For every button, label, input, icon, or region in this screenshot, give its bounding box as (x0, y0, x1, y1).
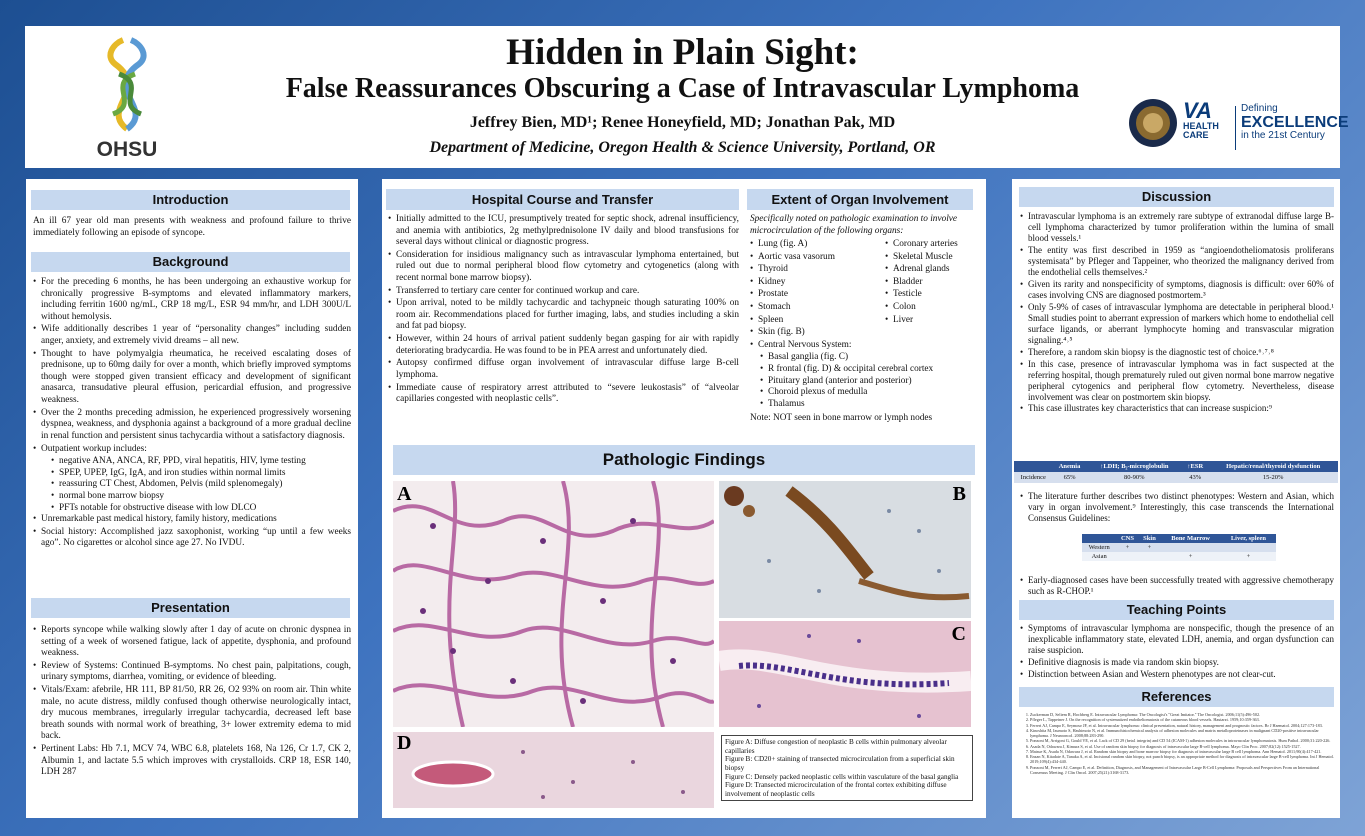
list-item: • Distinction between Asian and Western phenotypes are not clear-cut. (1020, 669, 1334, 680)
figure-b-image (719, 481, 971, 618)
va-tagline: Defining EXCELLENCE in the 21st Century (1241, 103, 1349, 142)
presentation-heading: Presentation (31, 598, 350, 618)
list-item: • Initially admitted to the ICU, presumptively treated for septic shock, adrenal insufficiency, and anemia with antibiotics, 2g methylprednisolone IV daily and blood transfusions for several days without clinical or diagnostic progress. (388, 214, 739, 249)
presentation-body (33, 625, 351, 780)
left-column (26, 179, 358, 818)
reference-item: 4. Kinoshita M, Izumoto S, Hashimoto N, et al. Immunohistochemical analysis of adhesion molecules and matrix metalloproteinases in malignant CD20-positive intravascular lymphoma. J Neurooncol. 2008;88:283-290. (1030, 728, 1334, 739)
list-item: • negative ANA, ANCA, RF, PPD, viral hepatitis, HIV, lyme testing (51, 456, 351, 468)
poster-subtitle: False Reassurances Obscuring a Case of Intravascular Lymphoma (285, 73, 1080, 104)
suspicion-table: Anemia ↑LDH; B₂-microglobulin ↑ESR Hepatic/renal/thyroid dysfunction Incidence 65% 80-90% 43% 15-20% (1014, 461, 1338, 483)
va-logo: VA HEALTH CARE (1183, 98, 1219, 140)
list-item: • Stomach (750, 302, 890, 314)
list-item: • R frontal (fig. D) & occipital cerebral cortex (760, 364, 980, 376)
list-item: • Upon arrival, noted to be mildly tachycardic and tachypneic though saturating 100% on room air. Recommendations placed for further imaging, labs, and studies including a skin and fat pad biopsy. (388, 298, 739, 333)
list-item: • Choroid plexus of medulla (760, 387, 980, 399)
teaching-heading: Teaching Points (1019, 600, 1334, 620)
organ-col2 (885, 239, 980, 327)
list-item: • In this case, presence of intravascular lymphoma was in fact suspected at the referring hospital, though prematurely ruled out given normal bone marrow negative peripheral cytogenics and peripheral flow cytometry. Nevertheless, disease involvement was clear on postmortem skin biopsy. (1020, 359, 1334, 403)
list-item: • Over the 2 months preceding admission, he experienced progressively worsening dyspnea, weakness, and dysphonia against a background of a more gradual decline in renal function and persistent sinus tachycardia without a satisfactory diagnosis. (33, 408, 351, 443)
list-item: • Symptoms of intravascular lymphoma are nonspecific, though the presence of an inexplicable inflammatory state, elevated LDH, anemia, and organ dysfunction can raise suspicion. (1020, 623, 1334, 656)
figure-b-label: B (952, 483, 966, 505)
discussion-body-3 (1020, 575, 1334, 598)
list-item: • SPEP, UPEP, IgG, IgA, and iron studies within normal limits (51, 468, 351, 480)
organ-intro: Specifically noted on pathologic examination to involve microcirculation of the following organs: (750, 214, 958, 236)
middle-column (382, 179, 986, 818)
list-item: • Thyroid (750, 264, 890, 276)
introduction-text: An ill 67 year old man presents with weakness and profound failure to thrive immediately following an episode of syncope. (33, 216, 351, 238)
caption-d: Figure D: Transected microcirculation of the frontal cortex exhibiting diffuse involvement of neoplastic cells (725, 781, 947, 798)
list-item: • Skeletal Muscle (885, 252, 980, 264)
caption-a: Figure A: Diffuse congestion of neoplastic B cells within pulmonary alveolar capillaries (725, 738, 947, 755)
hospital-course-heading: Hospital Course and Transfer (386, 189, 739, 210)
list-item: • Review of Systems: Continued B-symptoms. No chest pain, palpitations, cough, urinary symptoms, diarrhea, vomiting, or evidence of bleeding. (33, 661, 351, 684)
phenotype-table: CNS Skin Bone Marrow Liver, spleen Western + + Asian + + (1082, 534, 1276, 561)
list-item: • Testicle (885, 289, 980, 301)
reference-item: 8. Enzan N, Kitadate A, Tanaka A, et al. Incisional random skin biopsy, not punch biopsy, is an appropriate method for diagnosis of intravascular large B-cell lymphoma. Int J Hematol. 2019;109(4):434-440. (1030, 754, 1334, 765)
list-item: • Outpatient workup includes: (33, 444, 351, 456)
list-item: • Only 5-9% of cases of intravascular lymphoma are detectable in peripheral blood.¹ Small studies point to aberrant expression of markers which home to endothelial cell surface ligands, or aberrant lymphocyte homing and transvascular migration signaling.⁴˒⁵ (1020, 302, 1334, 346)
list-item: • Transferred to tertiary care center for continued workup and care. (388, 286, 739, 298)
figure-c-label: C (951, 623, 966, 645)
reference-item: 5. Ponzoni M, Arrigoni G, Gould VE, et al. Lack of CD 29 (beta1 integrin) and CD 54 (ICAM-1) adhesion molecules in intravascular lymphomatosis. Hum Pathol. 2000;31:220-226. (1030, 738, 1334, 743)
list-item: • reassuring CT Chest, Abdomen, Pelvis (mild splenomegaly) (51, 479, 351, 491)
list-item: • Definitive diagnosis is made via random skin biopsy. (1020, 657, 1334, 668)
list-item: • PFTs notable for obstructive disease with low DLCO (51, 503, 351, 515)
organ-note: Note: NOT seen in bone marrow or lymph nodes (750, 412, 933, 423)
organ-heading: Extent of Organ Involvement (747, 189, 973, 210)
figure-c-image (719, 621, 971, 727)
list-item: • Colon (885, 302, 980, 314)
list-item: • Liver (885, 315, 980, 327)
discussion-body (1020, 211, 1334, 415)
background-list-2 (33, 514, 351, 550)
list-item: • normal bone marrow biopsy (51, 491, 351, 503)
list-item: • Consideration for insidious malignancy such as intravascular lymphoma entertained, but ruled out due to normal peripheral blood flow cytometry and cytogenetics (along with recent normal bone marrow biopsy). (388, 250, 739, 285)
list-item: • Pertinent Labs: Hb 7.1, MCV 74, WBC 6.8, platelets 168, Na 126, Cr 1.7, CK 2, Albumin 1, and lactate 5.5 which improves with crystalloids. CRP 18, ESR 140, LDH 287 (33, 744, 351, 779)
list-item: • The entity was first described in 1959 as “angioendotheliomatosis proliferans systemisata” by Pfleger and Tappeiner, who theorized the malignancy derived from the endothelial cells themselves.² (1020, 245, 1334, 278)
list-item: • Central Nervous System: (750, 340, 890, 352)
list-item: • The literature further describes two distinct phenotypes: Western and Asian, which vary in organ involvement.⁹ Interestingly, this case transcends the International Consensus Guidelines: (1020, 491, 1334, 524)
department: Department of Medicine, Oregon Health & Science University, Portland, OR (429, 139, 936, 156)
header-panel (25, 26, 1349, 168)
list-item: • Basal ganglia (fig. C) (760, 352, 980, 364)
figure-d-label: D (397, 732, 412, 754)
ohsu-logo-icon (95, 34, 159, 134)
list-item: • Aortic vasa vasorum (750, 252, 890, 264)
list-item: • Pituitary gland (anterior and posterior) (760, 376, 980, 388)
va-seal-icon (1128, 98, 1178, 148)
figure-a-image (393, 481, 714, 727)
list-item: • Skin (fig. B) (750, 327, 890, 339)
poster-title: Hidden in Plain Sight: (506, 32, 859, 73)
list-item: • Prostate (750, 289, 890, 301)
presentation-list (33, 625, 351, 779)
va-divider (1235, 106, 1236, 150)
ohsu-logo-text: OHSU (96, 138, 158, 161)
reference-item: 9. Ponzoni M, Ferreri AJ, Campo E, et al. Definition, Diagnosis, and Management of Intravascular Large B-Cell Lymphoma: Proposals and Perspectives From an International Consensus Meeting. J Clin Oncol. 2007;25(21):3168-3173. (1030, 765, 1334, 776)
list-item: • Social history: Accomplished jazz saxophonist, working “up until a few weeks ago”. No cigarettes or alcohol since age 27. No IVDU. (33, 527, 351, 550)
background-heading: Background (31, 252, 350, 272)
reference-item: 7. Matsue K, Asada N, Odawara J, et al. Random skin biopsy and bone marrow biopsy for diagnosis of intravascular large B cell lymphoma. Ann Hematol. 2011;90(4):417-421. (1030, 749, 1334, 754)
list-item: • Lung (fig. A) (750, 239, 890, 251)
references-heading: References (1019, 687, 1334, 707)
list-item: • Kidney (750, 277, 890, 289)
workup-sublist (51, 456, 351, 514)
list-item: • Vitals/Exam: afebrile, HR 111, BP 81/50, RR 26, O2 93% on room air. Thin white male, no acute distress, mildly confused though otherwise neurologically intact, dry mucous membranes, irregularly irregular tachycardia, decreased left base breath sounds with normal work of breathing, 3+ lower extremity edema to mid back. (33, 685, 351, 743)
teaching-body (1020, 623, 1334, 681)
list-item: • Coronary arteries (885, 239, 980, 251)
list-item: • Thought to have polymyalgia rheumatica, he received escalating doses of prednisone, up to 60mg daily for over a month, which briefly improved symptoms though were stopped given transient efficacy and development of significant anasarca, transudative pleural effusion, pericardial effusion, and progressive weakness. (33, 349, 351, 407)
background-body (33, 277, 351, 551)
reference-item: 2. Pfleger L, Tappeiner J. On the recognition of systematized endotheliomatosis of the cutaneous blood vessels. Hautarzt. 1959;10:359-363. (1030, 717, 1334, 722)
discussion-list (1020, 211, 1334, 414)
right-column (1012, 179, 1340, 818)
caption-b: Figure B: CD20+ staining of transected microcirculation from a superficial skin biopsy (725, 755, 955, 772)
background-list (33, 277, 351, 455)
list-item: • Unremarkable past medical history, family history, medications (33, 514, 351, 526)
list-item: • Intravascular lymphoma is an extremely rare subtype of extranodal diffuse large B-cell lymphoma characterized by tumor proliferation within the lumina of small blood vessels.¹ (1020, 211, 1334, 244)
list-item: • Therefore, a random skin biopsy is the diagnostic test of choice.⁶˒⁷˒⁸ (1020, 347, 1334, 358)
hospital-course-list (388, 214, 739, 406)
list-item: • Reports syncope while walking slowly after 1 day of acute on chronic dyspnea in setting of a week of worsened fatigue, lack of appetite, dysphonia, and profound weakness. (33, 625, 351, 660)
list-item: • For the preceding 6 months, he has been undergoing an exhaustive workup for chronically progressive B-symptoms and elevated inflammatory markers, including ferritin 1600 ng/mL, CRP 18 mg/L, ESR 94 mm/hr, and LDH 300U/L without hemolysis. (33, 277, 351, 323)
list-item: • Adrenal glands (885, 264, 980, 276)
list-item: • Bladder (885, 277, 980, 289)
hospital-course-body (388, 214, 739, 407)
caption-c: Figure C: Densely packed neoplastic cells within vasculature of the basal ganglia (725, 772, 959, 781)
figure-captions (721, 735, 973, 801)
pathologic-heading: Pathologic Findings (393, 445, 975, 475)
list-item: • Spleen (750, 315, 890, 327)
introduction-heading: Introduction (31, 190, 350, 210)
figure-d-image (393, 732, 714, 808)
list-item: • Immediate cause of respiratory arrest attributed to “severe leukostasis” of “alveolar capillaries congested with neoplastic cells”. (388, 383, 739, 406)
list-item: • Early-diagnosed cases have been successfully treated with aggressive chemotherapy such as R-CHOP.¹ (1020, 575, 1334, 597)
authors: Jeffrey Bien, MD¹; Renee Honeyfield, MD; Jonathan Pak, MD (469, 114, 896, 131)
reference-item: 1. Zuckerman D, Seliem R, Hochberg E. Intravascular Lymphoma: The Oncologist's "Great Imitator." The Oncologist. 2006;11(5):496-502. (1030, 712, 1334, 717)
list-item: • However, within 24 hours of arrival patient suddenly began gasping for air with rapidly deteriorating bradycardia. He was found to be in PEA arrest and unfortunately died. (388, 334, 739, 357)
list-item: • Wife additionally describes 1 year of “personality changes” including sudden anger, anxiety, and extremely vivid dreams – all new. (33, 324, 351, 347)
references-list (1020, 712, 1334, 775)
teaching-list (1020, 623, 1334, 680)
discussion-heading: Discussion (1019, 187, 1334, 207)
figure-a-label: A (397, 483, 412, 505)
list-item: • Autopsy confirmed diffuse organ involvement of intravascular diffuse large B-cell lymphoma. (388, 358, 739, 381)
list-item: • Thalamus (760, 399, 980, 411)
list-item: • This case illustrates key characteristics that can increase suspicion:⁹ (1020, 403, 1334, 414)
reference-item: 6. Asada N, Odawara J, Kimura S, et al. Use of random skin biopsy for diagnosis of intravascular large B-cell lymphoma. Mayo Clin Proc. 2007;82(12):1525-1527. (1030, 744, 1334, 749)
discussion-body-2 (1020, 491, 1334, 525)
reference-item: 3. Ferreri AJ, Campo E, Seymour JF, et al. Intravascular lymphoma: clinical presentation, natural history, management and prognostic factors. Br J Haematol. 2004;127:173-183. (1030, 723, 1334, 728)
list-item: • Given its rarity and nonspecificity of symptoms, diagnosis is difficult: over 60% of cases involving CNS are diagnosed postmortem.³ (1020, 279, 1334, 301)
